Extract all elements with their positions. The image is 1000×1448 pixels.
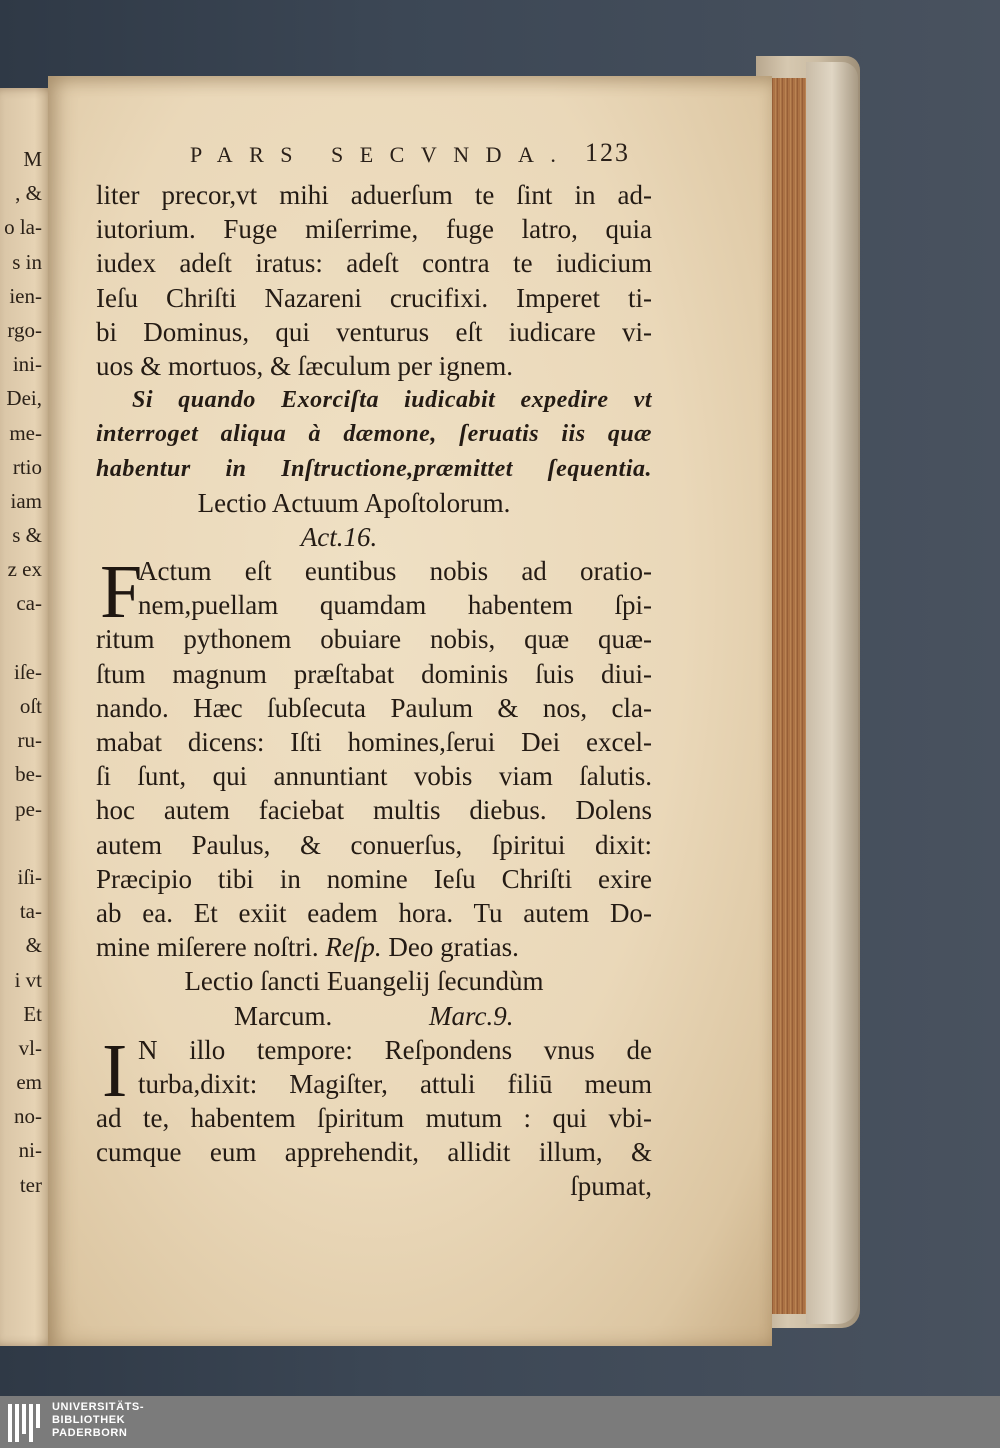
text-line: turba,dixit: Magiſter, attuli filiū meum bbox=[138, 1068, 652, 1099]
left-page-fragment: no- bbox=[14, 1104, 42, 1129]
left-page-fragment bbox=[2, 621, 42, 655]
left-page-fragment: , & bbox=[15, 181, 42, 206]
text-line: ab ea. Et exiit eadem hora. Tu autem Do- bbox=[96, 897, 652, 928]
cover-board-edge bbox=[806, 62, 858, 1324]
text-line: hoc autem faciebat multis diebus. Dolens bbox=[96, 795, 652, 826]
rubric bbox=[96, 383, 652, 486]
library-name bbox=[52, 1401, 144, 1440]
page-header bbox=[190, 138, 630, 178]
lectio-title-fragment: Marcum. bbox=[234, 1000, 333, 1031]
text-line bbox=[96, 930, 652, 964]
text-line: iutorium. Fuge miſerrime, fuge latro, quia bbox=[96, 214, 652, 245]
left-page-fragment bbox=[2, 826, 42, 860]
left-page-fragment: rgo- bbox=[7, 317, 42, 342]
left-page-fragment: Dei, bbox=[6, 386, 42, 411]
library-logo-icon bbox=[8, 1404, 44, 1442]
page-number: 123 bbox=[585, 138, 630, 167]
left-page-fragment: iam bbox=[10, 488, 42, 513]
text-line: bi Dominus, qui venturus eſt iudicare vi- bbox=[96, 316, 652, 347]
opening-paragraph bbox=[96, 178, 652, 383]
library-name-line: UNIVERSITÄTS- bbox=[52, 1401, 145, 1413]
left-page-fragment: i vt bbox=[14, 967, 42, 992]
logo-bar bbox=[29, 1404, 33, 1442]
left-page-fragment: ni- bbox=[18, 1138, 42, 1163]
left-page-fragment: vl- bbox=[18, 1035, 42, 1060]
library-name-line: PADERBORN bbox=[52, 1427, 128, 1439]
text-line: Præcipio tibi in nomine Ieſu Chriſti exire bbox=[96, 863, 652, 894]
text-line: nem,puellam quamdam habentem ſpi- bbox=[138, 590, 652, 621]
lectio-title: Lectio Actuum Apoſtolorum. bbox=[197, 487, 511, 518]
left-page-fragment: z ex bbox=[7, 557, 42, 582]
text-line: liter precor,vt mihi aduerſum te ſint in ad- bbox=[96, 180, 652, 210]
lectio-reference: Marc.9. bbox=[428, 1000, 514, 1031]
left-page-fragment: s in bbox=[12, 249, 42, 274]
left-page-fragment: pe- bbox=[15, 796, 42, 821]
left-page-fragment: be- bbox=[15, 762, 42, 787]
text-line: ritum pythonem obuiare nobis, quæ quæ- bbox=[96, 624, 652, 655]
text-line: uos & mortuos, & ſæculum per ignem. bbox=[96, 350, 513, 381]
logo-bar bbox=[15, 1404, 19, 1442]
rubric-line: Si quando Exorciſta iudicabit expedire vt bbox=[132, 387, 652, 414]
left-page-fragment: iſe- bbox=[14, 659, 42, 684]
left-page-fragment: ini- bbox=[12, 352, 42, 377]
text-line: Actum eſt euntibus nobis ad oratio- bbox=[138, 556, 652, 587]
text-line: nando. Hæc ſubſecuta Paulum & nos, cla- bbox=[96, 692, 652, 723]
left-page-fragment: ta- bbox=[19, 899, 42, 924]
left-page-fragment: ru- bbox=[17, 728, 42, 753]
left-page-fragment: & bbox=[25, 933, 42, 958]
left-page-fragment: rtio bbox=[12, 454, 42, 479]
response-label: Reſp. bbox=[325, 932, 382, 963]
logo-bar bbox=[8, 1404, 12, 1442]
library-footer bbox=[0, 1396, 1000, 1448]
left-page-fragment: o la- bbox=[4, 215, 42, 240]
left-page-fragment: ter bbox=[19, 1172, 42, 1197]
rubric-line: interroget aliqua à dæmone, ſeruatis iis quæ bbox=[96, 421, 652, 448]
text-fragment: Deo gratias. bbox=[388, 932, 519, 963]
text-line: cumque eum apprehendit, allidit illum, & bbox=[96, 1137, 652, 1168]
left-page-text-fragments bbox=[2, 142, 42, 1202]
lectio-reference: Act.16. bbox=[300, 521, 378, 552]
text-line: N illo tempore: Reſpondens vnus de bbox=[138, 1034, 652, 1065]
text-line: ad te, habentem ſpiritum mutum : qui vbi- bbox=[96, 1103, 652, 1134]
left-page-fragment: Et bbox=[23, 1001, 42, 1026]
rubric-line: habentur in Inſtructione,præmittet ſequentia. bbox=[96, 455, 652, 482]
text-line: autem Paulus, & conuerſus, ſpiritui dixit: bbox=[96, 829, 652, 860]
text-line: mabat dicens: Iſti homines,ſerui Dei excel- bbox=[96, 727, 652, 757]
text-line: ſtum magnum præſtabat dominis ſuis diui- bbox=[96, 658, 652, 689]
text-line: iudex adeſt iratus: adeſt contra te iudicium bbox=[96, 248, 652, 279]
drop-cap: F bbox=[100, 550, 143, 635]
left-page-fragment: em bbox=[16, 1070, 42, 1095]
catchword: ſpumat, bbox=[570, 1171, 652, 1202]
lectio-paragraph bbox=[96, 1028, 652, 1204]
left-page-fragment: ca- bbox=[16, 591, 42, 616]
lectio-paragraph bbox=[96, 550, 652, 964]
left-page-fragment: s & bbox=[12, 523, 42, 548]
running-head: PARS SECVNDA. bbox=[190, 142, 573, 167]
left-page-fragment: M bbox=[23, 147, 42, 171]
left-page-fragment: oſt bbox=[19, 694, 42, 718]
text-line: Ieſu Chriſti Nazareni crucifixi. Imperet ti- bbox=[96, 282, 652, 313]
left-page-fragment: me- bbox=[9, 420, 42, 445]
logo-bar bbox=[22, 1404, 26, 1434]
page-text bbox=[96, 178, 652, 1204]
library-name-line: BIBLIOTHEK bbox=[52, 1414, 126, 1426]
lectio-title: Lectio ſancti Euangelij ſecundùm bbox=[184, 966, 544, 997]
lectio-title-line bbox=[96, 999, 652, 1033]
text-fragment: mine miſerere noſtri. bbox=[96, 932, 319, 963]
drop-cap: I bbox=[102, 1028, 128, 1113]
left-page-fragment: ien- bbox=[9, 283, 42, 308]
logo-bar bbox=[36, 1404, 40, 1428]
text-line: ſi ſunt, qui annuntiant vobis viam ſalutis. bbox=[96, 761, 652, 792]
left-page-fragment: iſi- bbox=[17, 864, 42, 889]
